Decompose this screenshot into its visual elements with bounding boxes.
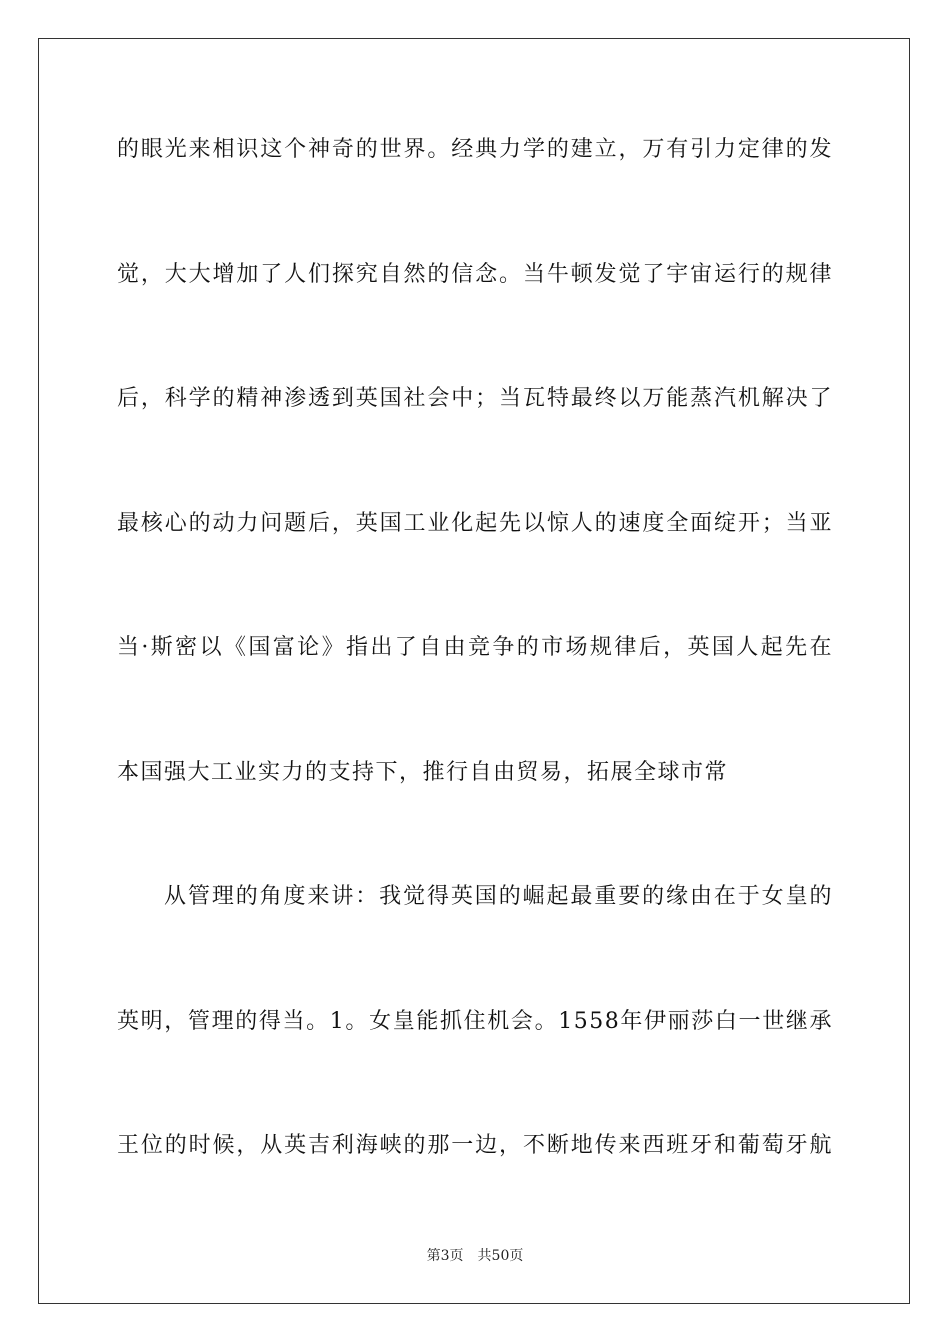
text-line-2: 觉，大大增加了人们探究自然的信念。当牛顿发觉了宇宙运行的规律: [117, 262, 833, 287]
text-line-9: 王位的时候，从英吉利海峡的那一边，不断地传来西班牙和葡萄牙航: [117, 1133, 833, 1158]
text-line-8: 英明，管理的得当。1。女皇能抓住机会。1558年伊丽莎白一世继承: [117, 1009, 833, 1034]
text-line-3: 后，科学的精神渗透到英国社会中；当瓦特最终以万能蒸汽机解决了: [117, 386, 833, 411]
text-line-4: 最核心的动力问题后，英国工业化起先以惊人的速度全面绽开；当亚: [117, 511, 833, 536]
text-line-1: 的眼光来相识这个神奇的世界。经典力学的建立，万有引力定律的发: [117, 137, 833, 162]
page-border: [38, 38, 910, 1304]
page-number-footer: 第3页 共50页: [426, 1248, 524, 1264]
text-line-6: 本国强大工业实力的支持下，推行自由贸易，拓展全球市常: [117, 760, 729, 785]
text-line-5: 当·斯密以《国富论》指出了自由竞争的市场规律后，英国人起先在: [117, 635, 833, 660]
text-line-7: 从管理的角度来讲：我觉得英国的崛起最重要的缘由在于女皇的: [164, 884, 833, 909]
